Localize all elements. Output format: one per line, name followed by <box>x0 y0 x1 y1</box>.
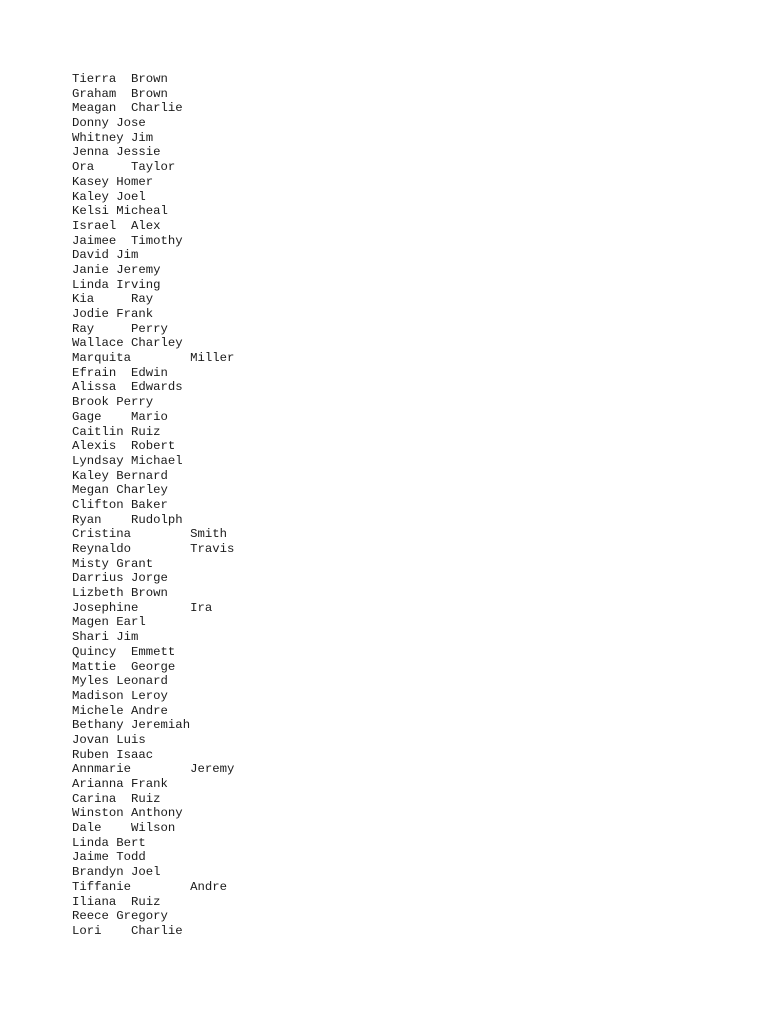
name-line: Winston Anthony <box>72 806 183 821</box>
name-line: Iliana Ruiz <box>72 894 161 909</box>
name-line: Mattie George <box>72 659 176 674</box>
name-line: Jaimee Timothy <box>72 233 183 248</box>
name-line: Jodie Frank <box>72 307 154 321</box>
name-line: Megan Charley <box>72 483 168 498</box>
name-line: Israel Alex <box>72 218 161 233</box>
name-line: Reynaldo Travis <box>72 542 235 556</box>
name-line: Shari Jim <box>72 630 139 645</box>
name-line: Bethany Jeremiah <box>72 718 191 733</box>
name-line: David Jim <box>72 248 139 263</box>
name-line: Marquita Miller <box>72 351 235 366</box>
name-line: Kaley Bernard <box>72 468 168 483</box>
name-line: Graham Brown <box>72 86 168 101</box>
name-line: Brandyn Joel <box>72 865 161 880</box>
name-line: Darrius Jorge <box>72 571 168 586</box>
name-line: Arianna Frank <box>72 777 168 791</box>
name-line: Magen Earl <box>72 615 146 630</box>
name-line: Quincy Emmett <box>72 644 176 659</box>
name-line: Ray Perry <box>72 321 168 336</box>
name-line: Linda Bert <box>72 835 146 850</box>
name-line: Annmarie Jeremy <box>72 762 235 777</box>
name-line: Clifton Baker <box>72 497 168 512</box>
name-line: Whitney Jim <box>72 130 154 145</box>
name-line: Jaime Todd <box>72 850 146 865</box>
name-line: Kaley Joel <box>72 189 146 204</box>
name-line: Meagan Charlie <box>72 101 183 116</box>
name-line: Linda Irving <box>72 277 161 292</box>
name-line: Carina Ruiz <box>72 791 161 806</box>
name-line: Wallace Charley <box>72 336 183 351</box>
name-line: Alexis Robert <box>72 439 176 454</box>
name-line: Myles Leonard <box>72 674 168 689</box>
name-line: Jenna Jessie <box>72 145 161 160</box>
name-line: Caitlin Ruiz <box>72 424 161 439</box>
name-line: Alissa Edwards <box>72 380 183 395</box>
name-line: Misty Grant <box>72 556 154 571</box>
name-line: Tiffanie Andre <box>72 879 227 894</box>
name-line: Ruben Isaac <box>72 747 154 762</box>
name-line: Gage Mario <box>72 409 168 424</box>
name-line: Kasey Homer <box>72 174 154 189</box>
name-line: Ora Taylor <box>72 160 176 175</box>
name-list <box>72 72 234 939</box>
name-line: Josephine Ira <box>72 600 213 615</box>
name-line: Lyndsay Michael <box>72 453 183 468</box>
name-line: Ryan Rudolph <box>72 512 183 527</box>
name-line: Michele Andre <box>72 703 168 718</box>
name-line: Tierra Brown <box>72 72 168 86</box>
name-line: Efrain Edwin <box>72 365 168 380</box>
name-line: Madison Leroy <box>72 688 168 703</box>
name-line: Janie Jeremy <box>72 262 161 277</box>
name-line: Cristina Smith <box>72 527 227 542</box>
name-line: Dale Wilson <box>72 821 176 836</box>
name-line: Lizbeth Brown <box>72 586 168 601</box>
name-line: Jovan Luis <box>72 732 146 747</box>
name-line: Reece Gregory <box>72 909 168 924</box>
name-line: Donny Jose <box>72 116 146 131</box>
name-line: Kelsi Micheal <box>72 204 168 219</box>
name-line: Lori Charlie <box>72 923 183 938</box>
name-line: Kia Ray <box>72 292 154 307</box>
name-line: Brook Perry <box>72 395 154 410</box>
